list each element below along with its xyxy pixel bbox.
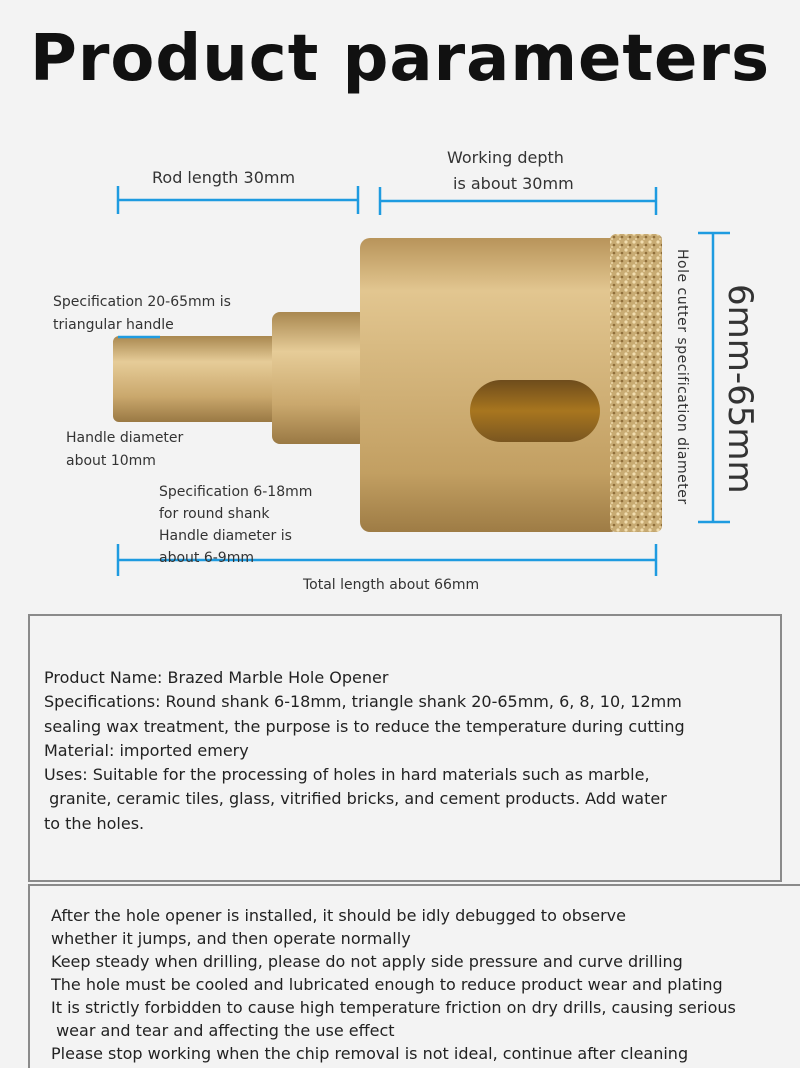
spec-line: Specifications: Round shank 6-18mm, triangle shank 20-65mm, 6, 8, 10, 12mm: [44, 692, 682, 712]
chip-slot: [470, 380, 600, 442]
round-shank: [113, 336, 278, 422]
spec-triangular-label-1: Specification 20-65mm is: [53, 294, 231, 310]
cutter-range-label: 6mm-65mm: [720, 284, 760, 494]
spec-triangular-label-2: triangular handle: [53, 317, 174, 333]
spec-line: Product Name: Brazed Marble Hole Opener: [44, 668, 389, 687]
shank-collar: [272, 312, 367, 444]
spec-round-label-3: Handle diameter is: [159, 528, 292, 544]
handle-diameter-label-1: Handle diameter: [66, 430, 184, 446]
note-line: Please stop working when the chip removal is not ideal, continue after cleaning: [51, 1044, 689, 1063]
note-line: Keep steady when drilling, please do not apply side pressure and curve drilling: [51, 952, 683, 971]
diamond-edge: [610, 234, 662, 532]
total-length-label: Total length about 66mm: [303, 577, 480, 593]
working-depth-label-1: Working depth: [447, 148, 564, 167]
spec-line: granite, ceramic tiles, glass, vitrified bricks, and cement products. Add water: [44, 789, 667, 809]
rod-length-label: Rod length 30mm: [152, 168, 296, 187]
spec-round-label-2: for round shank: [159, 506, 270, 522]
note-line: After the hole opener is installed, it should be idly debugged to observe: [51, 906, 626, 925]
page-title: Product parameters: [29, 22, 771, 96]
note-line: The hole must be cooled and lubricated enough to reduce product wear and plating: [51, 975, 723, 994]
spec-line: to the holes.: [44, 813, 145, 833]
handle-diameter-label-2: about 10mm: [66, 453, 156, 469]
note-line: wear and tear and affecting the use effect: [51, 1021, 395, 1040]
spec-line: Uses: Suitable for the processing of holes in hard materials such as marble,: [44, 765, 650, 785]
spec-round-label-4: about 6-9mm: [159, 550, 254, 566]
working-depth-label-2: is about 30mm: [453, 174, 574, 193]
note-line: whether it jumps, and then operate normally: [51, 929, 411, 948]
specifications-text: [44, 666, 800, 836]
spec-line: sealing wax treatment, the purpose is to reduce the temperature during cutting: [44, 716, 685, 736]
spec-round-label-1: Specification 6-18mm: [159, 484, 313, 500]
cutter-spec-label: Hole cutter specification diameter: [674, 249, 690, 505]
usage-notes-text: [51, 904, 800, 1065]
spec-line: Material: imported emery: [44, 740, 249, 760]
note-line: It is strictly forbidden to cause high temperature friction on dry drills, causing serious: [51, 998, 736, 1017]
